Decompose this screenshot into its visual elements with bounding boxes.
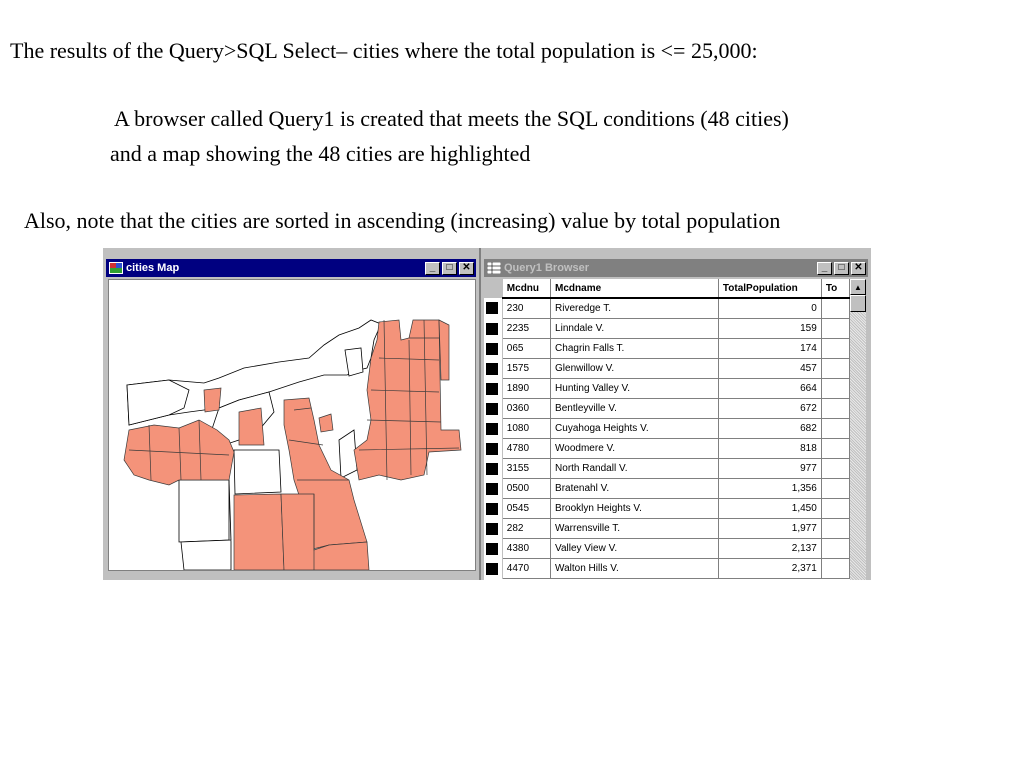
- selected-marker-icon: [486, 363, 498, 375]
- row-select-cell[interactable]: [484, 499, 502, 519]
- cell-mcdnu[interactable]: 230: [502, 298, 550, 319]
- browser-maximize-button[interactable]: [834, 262, 849, 275]
- selected-marker-icon: [486, 503, 498, 515]
- highlighted-cities: [124, 320, 461, 570]
- table-row[interactable]: [484, 539, 850, 559]
- cell-totalpopulation[interactable]: 457: [718, 359, 821, 379]
- column-header-mcdnu[interactable]: Mcdnu: [502, 279, 550, 298]
- cell-mcdname[interactable]: Warrensville T.: [551, 519, 719, 539]
- selected-marker-icon: [486, 423, 498, 435]
- cell-to[interactable]: [821, 539, 849, 559]
- selected-marker-icon: [486, 443, 498, 455]
- selected-marker-icon: [486, 523, 498, 535]
- cell-mcdnu[interactable]: 1890: [502, 379, 550, 399]
- browser-window-title: Query1 Browser: [504, 262, 589, 274]
- cell-mcdnu[interactable]: 4470: [502, 559, 550, 579]
- selected-marker-icon: [486, 543, 498, 555]
- table-row[interactable]: [484, 419, 850, 439]
- cell-mcdname[interactable]: Riveredge T.: [551, 298, 719, 319]
- cell-totalpopulation[interactable]: 682: [718, 419, 821, 439]
- cities-map-window[interactable]: [103, 248, 481, 580]
- row-select-cell[interactable]: [484, 539, 502, 559]
- table-row[interactable]: [484, 319, 850, 339]
- query1-browser-window[interactable]: [481, 248, 871, 580]
- cell-totalpopulation[interactable]: 0: [718, 298, 821, 319]
- selected-marker-icon: [486, 483, 498, 495]
- cell-to[interactable]: [821, 339, 849, 359]
- cell-mcdnu[interactable]: 3155: [502, 459, 550, 479]
- slide-line-3: and a map showing the 48 cities are highlighted: [110, 141, 531, 166]
- cell-mcdnu[interactable]: 1575: [502, 359, 550, 379]
- selected-marker-icon: [486, 563, 498, 575]
- row-select-cell[interactable]: [484, 298, 502, 319]
- close-button[interactable]: [459, 262, 474, 275]
- row-select-cell[interactable]: [484, 379, 502, 399]
- cell-totalpopulation[interactable]: 159: [718, 319, 821, 339]
- cell-mcdname[interactable]: Woodmere V.: [551, 439, 719, 459]
- cell-totalpopulation[interactable]: 2,137: [718, 539, 821, 559]
- cell-to[interactable]: [821, 459, 849, 479]
- header-row: [484, 279, 850, 298]
- row-select-cell[interactable]: [484, 419, 502, 439]
- row-select-cell[interactable]: [484, 459, 502, 479]
- cell-totalpopulation[interactable]: 672: [718, 399, 821, 419]
- cell-mcdname[interactable]: Bentleyville V.: [551, 399, 719, 419]
- row-select-cell[interactable]: [484, 399, 502, 419]
- row-select-cell[interactable]: [484, 479, 502, 499]
- white-region-west: [127, 380, 189, 425]
- row-select-cell[interactable]: [484, 339, 502, 359]
- cell-to[interactable]: [821, 298, 849, 319]
- table-row[interactable]: [484, 379, 850, 399]
- cell-mcdnu[interactable]: 1080: [502, 419, 550, 439]
- browser-minimize-button[interactable]: [817, 262, 832, 275]
- selected-marker-icon: [486, 323, 498, 335]
- cell-totalpopulation[interactable]: 818: [718, 439, 821, 459]
- map-window-title: cities Map: [126, 262, 180, 274]
- table-row[interactable]: [484, 479, 850, 499]
- selected-marker-icon: [486, 463, 498, 475]
- cell-to[interactable]: [821, 559, 849, 579]
- cell-to[interactable]: [821, 359, 849, 379]
- county-map[interactable]: [109, 280, 475, 570]
- column-header-mcdname[interactable]: Mcdname: [551, 279, 719, 298]
- cell-mcdnu[interactable]: 0500: [502, 479, 550, 499]
- column-header-totalpopulation[interactable]: TotalPopulation: [718, 279, 821, 298]
- cell-mcdnu[interactable]: 065: [502, 339, 550, 359]
- arrow-up-icon: ▲: [854, 282, 862, 292]
- maximize-icon: □: [838, 262, 845, 273]
- white-region-south-west: [179, 480, 229, 542]
- cell-mcdnu[interactable]: 0545: [502, 499, 550, 519]
- cell-mcdnu[interactable]: 4380: [502, 539, 550, 559]
- row-select-cell[interactable]: [484, 559, 502, 579]
- cell-mcdname[interactable]: Bratenahl V.: [551, 479, 719, 499]
- minimize-icon: _: [821, 262, 828, 273]
- cell-to[interactable]: [821, 479, 849, 499]
- slide-line-2: A browser called Query1 is created that meets the SQL conditions (48 cities): [114, 106, 789, 131]
- cell-mcdname[interactable]: North Randall V.: [551, 459, 719, 479]
- minimize-button[interactable]: [425, 262, 440, 275]
- row-select-cell[interactable]: [484, 439, 502, 459]
- selected-marker-icon: [486, 302, 498, 314]
- table-row[interactable]: [484, 439, 850, 459]
- cell-mcdname[interactable]: Glenwillow V.: [551, 359, 719, 379]
- header-select-cell: [484, 279, 502, 298]
- cell-mcdnu[interactable]: 0360: [502, 399, 550, 419]
- cell-totalpopulation[interactable]: 2,371: [718, 559, 821, 579]
- maximize-icon: □: [446, 262, 453, 273]
- cell-mcdname[interactable]: Walton Hills V.: [551, 559, 719, 579]
- cell-mcdnu[interactable]: 2235: [502, 319, 550, 339]
- slide-line-1: The results of the Query>SQL Select– cities where the total population is <= 25,000:: [10, 38, 758, 63]
- maximize-button[interactable]: [442, 262, 457, 275]
- cell-totalpopulation[interactable]: 1,450: [718, 499, 821, 519]
- table-row[interactable]: [484, 339, 850, 359]
- scroll-up-button[interactable]: [850, 279, 866, 295]
- slide-line-4: Also, note that the cities are sorted in ascending (increasing) value by total population: [24, 208, 781, 233]
- row-select-cell[interactable]: [484, 319, 502, 339]
- map-canvas[interactable]: [108, 279, 476, 571]
- table-row[interactable]: [484, 359, 850, 379]
- table-row[interactable]: [484, 459, 850, 479]
- cell-to[interactable]: [821, 319, 849, 339]
- cell-to[interactable]: [821, 379, 849, 399]
- cell-to[interactable]: [821, 419, 849, 439]
- cell-to[interactable]: [821, 439, 849, 459]
- cell-mcdname[interactable]: Hunting Valley V.: [551, 379, 719, 399]
- close-icon: ✕: [854, 262, 863, 273]
- cell-to[interactable]: [821, 519, 849, 539]
- white-region-mid: [234, 450, 281, 494]
- column-header-to[interactable]: To: [821, 279, 849, 298]
- selected-marker-icon: [486, 403, 498, 415]
- cell-mcdname[interactable]: Valley View V.: [551, 539, 719, 559]
- vertical-scrollbar[interactable]: [850, 279, 866, 580]
- browser-titlebar[interactable]: [484, 259, 868, 277]
- table-row[interactable]: [484, 499, 850, 519]
- cell-totalpopulation[interactable]: 977: [718, 459, 821, 479]
- results-table[interactable]: [484, 279, 850, 579]
- browser-window-icon: [487, 262, 501, 274]
- close-icon: ✕: [462, 262, 471, 273]
- scroll-thumb[interactable]: [850, 295, 866, 312]
- browser-close-button[interactable]: [851, 262, 866, 275]
- cell-to[interactable]: [821, 399, 849, 419]
- browser-grid[interactable]: [484, 279, 850, 580]
- cell-mcdname[interactable]: Linndale V.: [551, 319, 719, 339]
- cell-mcdname[interactable]: Chagrin Falls T.: [551, 339, 719, 359]
- row-select-cell[interactable]: [484, 519, 502, 539]
- cell-totalpopulation[interactable]: 1,356: [718, 479, 821, 499]
- cell-mcdnu[interactable]: 282: [502, 519, 550, 539]
- map-titlebar[interactable]: [106, 259, 476, 277]
- row-select-cell[interactable]: [484, 359, 502, 379]
- cell-to[interactable]: [821, 499, 849, 519]
- cell-mcdname[interactable]: Brooklyn Heights V.: [551, 499, 719, 519]
- white-region-east: [339, 430, 357, 478]
- cell-totalpopulation[interactable]: 664: [718, 379, 821, 399]
- cell-mcdnu[interactable]: 4780: [502, 439, 550, 459]
- table-row[interactable]: [484, 559, 850, 579]
- minimize-icon: _: [429, 262, 436, 273]
- cell-totalpopulation[interactable]: 174: [718, 339, 821, 359]
- selected-marker-icon: [486, 343, 498, 355]
- table-row[interactable]: [484, 519, 850, 539]
- table-row[interactable]: [484, 298, 850, 319]
- map-window-icon: [109, 262, 123, 274]
- table-row[interactable]: [484, 399, 850, 419]
- cell-mcdname[interactable]: Cuyahoga Heights V.: [551, 419, 719, 439]
- selected-marker-icon: [486, 383, 498, 395]
- cell-totalpopulation[interactable]: 1,977: [718, 519, 821, 539]
